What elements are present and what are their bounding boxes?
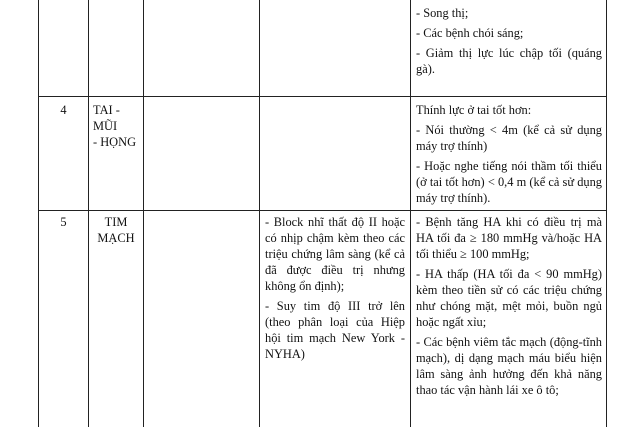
row1-item-1: - Song thị; — [416, 6, 469, 20]
row3-item-2: - HA thấp (HA tối đa < 90 mmHg) kèm theo tiền sử có các triệu chứng như chóng mặt, mệt mỏi, buồn ngủ hoặc ngất xỉu; — [416, 267, 602, 329]
row2-intro: Thính lực ở tai tốt hơn: — [416, 103, 532, 117]
row1-item-2: - Các bệnh chói sáng; — [416, 26, 524, 40]
row1-item-3: - Giảm thị lực lúc chập tối (quáng gà). — [416, 46, 602, 76]
table-border-col3 — [259, 0, 260, 427]
row3-condition-item-1: - Block nhĩ thất độ II hoặc có nhịp chậm kèm theo các triệu chứng lâm sàng (kể cả đã được điều trị nhưng không ổn định); — [265, 215, 405, 293]
row2-name — [93, 102, 143, 150]
row3-item-1: - Bệnh tăng HA khi có điều trị mà HA tối đa ≥ 180 mmHg và/hoặc HA tối thiểu ≥ 100 mmHg; — [416, 215, 602, 261]
row3-name-line2: MẠCH — [97, 231, 135, 245]
row3-name-line1: TIM — [104, 215, 128, 229]
row2-item-2: - Hoặc nghe tiếng nói thầm tối thiểu (ở tai tốt hơn) < 0,4 m (kể cả sử dụng máy trợ thính). — [416, 159, 602, 205]
row3-stt: 5 — [60, 215, 67, 229]
row2-item-1: - Nói thường < 4m (kể cả sử dụng máy trợ thính) — [416, 123, 602, 153]
row3-condition-item-2: - Suy tim độ III trở lên (theo phân loại của Hiệp hội tim mạch New York - NYHA) — [265, 299, 405, 361]
row3-name — [89, 214, 143, 246]
row2-name-line1: TAI - MŨI — [93, 103, 120, 133]
row1-criteria-cell — [416, 5, 602, 77]
table-border-col4 — [410, 0, 411, 427]
row2-stt: 4 — [60, 103, 67, 117]
row3-item-3: - Các bệnh viêm tắc mạch (động-tĩnh mạch), dị dạng mạch máu biểu hiện lâm sàng ảnh hưởng đến khả năng thao tác vận hành lái xe ô tô; — [416, 335, 602, 397]
row2-name-line2: - HỌNG — [93, 135, 137, 149]
table-border-col2 — [143, 0, 144, 427]
table-border-right — [606, 0, 607, 427]
row-divider-2 — [38, 210, 607, 211]
row3-criteria-cell — [416, 214, 602, 398]
row2-criteria-cell — [416, 102, 602, 206]
row-divider-1 — [38, 96, 607, 97]
row3-condition-cell — [265, 214, 405, 362]
